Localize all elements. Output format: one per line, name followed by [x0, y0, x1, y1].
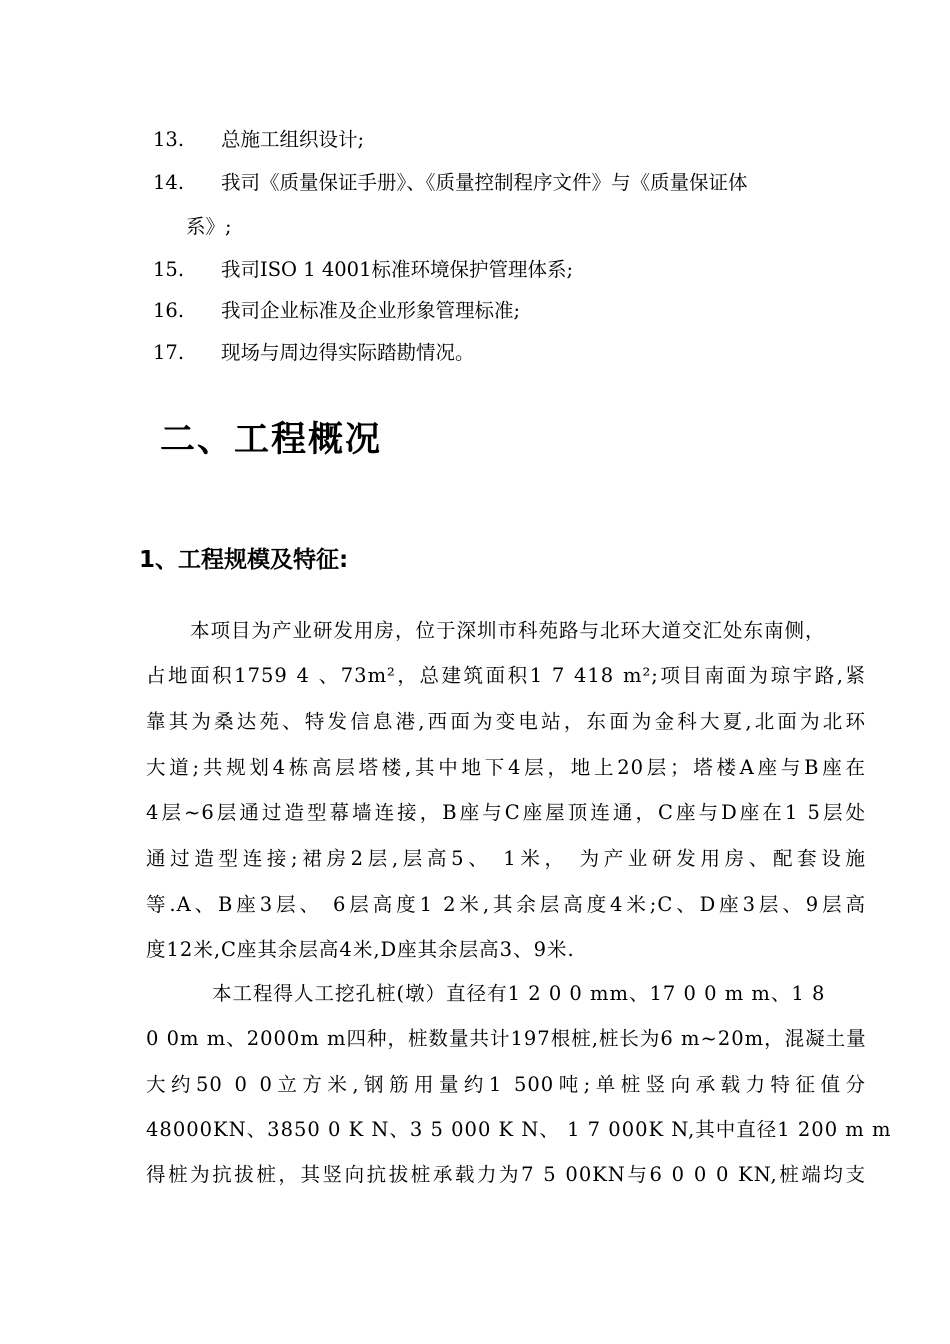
reference-number: 14.	[153, 171, 185, 194]
paragraph-line: 占地面积1759 4 、73m²，总建筑面积1 7 418 m²;项目南面为琼宇路,紧	[146, 664, 866, 687]
reference-item-14	[153, 170, 748, 196]
reference-text: 总施工组织设计;	[221, 128, 365, 151]
reference-item-16	[153, 298, 520, 324]
reference-text: 现场与周边得实际踏勘情况。	[221, 341, 475, 364]
reference-number: 17.	[153, 341, 185, 364]
reference-text: 系》;	[186, 215, 232, 238]
paragraph-line: 度12米,C座其余层高4米,D座其余层高3、9米.	[146, 938, 575, 961]
paragraph-line: 48000KN、3850 0 K N、3 5 000 K N、 1 7 000K N,其中直径1 200 m m	[146, 1118, 892, 1141]
subsection-title: 1、工程规模及特征:	[139, 547, 349, 573]
paragraph-line: 4层~6层通过造型幕墙连接，B座与C座屋顶连通，C座与D座在1 5层处	[146, 801, 866, 824]
reference-number: 15.	[153, 258, 185, 281]
reference-item-13	[153, 127, 364, 153]
reference-item-15	[153, 257, 573, 283]
paragraph-line: 大约50 0 0立方米,钢筋用量约1 500吨;单桩竖向承载力特征值分	[146, 1073, 866, 1096]
section-title: 二、工程概况	[160, 420, 383, 460]
paragraph-line: 大道;共规划4栋高层塔楼,其中地下4层，地上20层；塔楼A座与B座在	[146, 756, 866, 779]
paragraph-line: 本工程得人工挖孔桩(墩）直径有1 2 0 0 mm、17 0 0 m m、1 8	[212, 982, 826, 1005]
paragraph-line: 得桩为抗拔桩，其竖向抗拔桩承载力为7 5 00KN与6 0 0 0 KN,桩端均支	[146, 1163, 866, 1186]
reference-text: 我司企业标准及企业形象管理标准;	[221, 299, 521, 322]
reference-number: 13.	[153, 128, 185, 151]
paragraph-line: 等.A、B座3层、 6层高度1 2米,其余层高度4米;C、D座3层、9层高	[146, 893, 866, 916]
reference-text: 我司ISO 1 4001标准环境保护管理体系;	[221, 258, 574, 281]
reference-item-14-continuation	[186, 214, 232, 240]
paragraph-line: 0 0m m、2000m m四种，桩数量共计197根桩,桩长为6 m~20m，混凝土量	[146, 1027, 867, 1050]
reference-text: 我司《质量保证手册》、《质量控制程序文件》与《质量保证体	[221, 171, 748, 194]
paragraph-line: 本项目为产业研发用房，位于深圳市科苑路与北环大道交汇处东南侧，	[190, 619, 826, 642]
paragraph-line: 通过造型连接;裙房2层,层高5、 1米， 为产业研发用房、配套设施	[146, 847, 866, 870]
reference-item-17	[153, 340, 475, 366]
paragraph-line: 靠其为桑达苑、特发信息港,西面为变电站，东面为金科大夏,北面为北环	[146, 710, 866, 733]
reference-number: 16.	[153, 299, 185, 322]
